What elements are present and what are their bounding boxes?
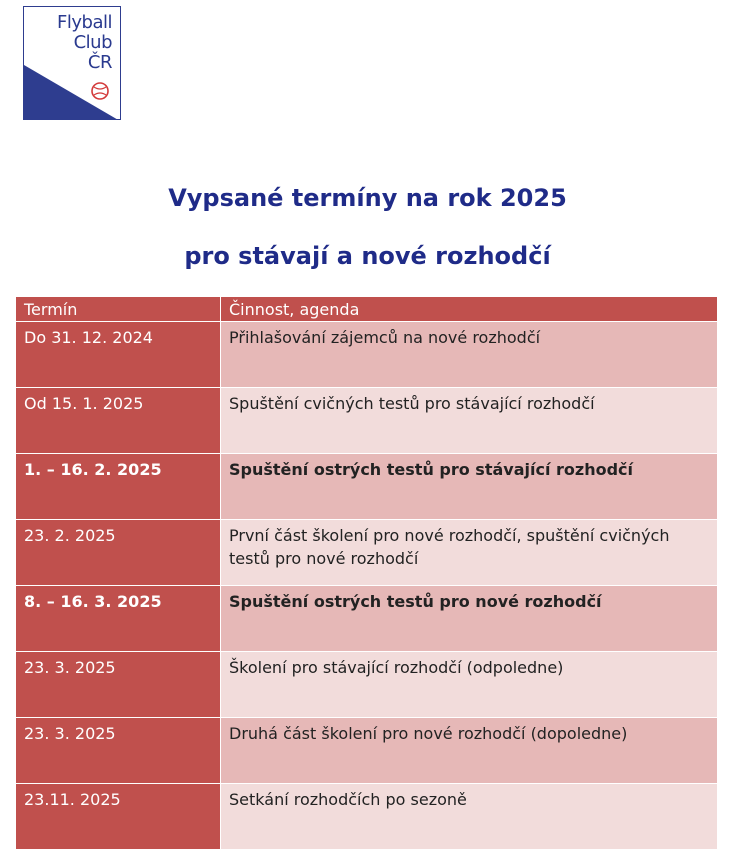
logo-text — [57, 13, 112, 73]
table-row — [16, 520, 718, 586]
row-date: 8. – 16. 3. 2025 — [16, 586, 221, 652]
logo-line-3: ČR — [87, 52, 112, 73]
table-header-row — [16, 297, 718, 322]
ball-icon — [90, 81, 110, 101]
header-termin: Termín — [16, 297, 221, 322]
row-activity: Druhá část školení pro nové rozhodčí (dopoledne) — [221, 718, 718, 784]
page-title: Vypsané termíny na rok 2025 — [168, 184, 567, 212]
table-row — [16, 718, 718, 784]
row-activity: Spuštění cvičných testů pro stávající rozhodčí — [221, 388, 718, 454]
row-date: 1. – 16. 2. 2025 — [16, 454, 221, 520]
flyball-club-logo — [23, 6, 121, 120]
row-activity: První část školení pro nové rozhodčí, spuštění cvičných testů pro nové rozhodčí — [221, 520, 718, 586]
table-row — [16, 586, 718, 652]
logo-line-2: Club — [73, 32, 112, 53]
table-row — [16, 388, 718, 454]
row-activity: Přihlašování zájemců na nové rozhodčí — [221, 322, 718, 388]
table-row — [16, 454, 718, 520]
row-date: 23. 3. 2025 — [16, 652, 221, 718]
schedule-table — [15, 296, 718, 850]
row-activity: Spuštění ostrých testů pro nové rozhodčí — [221, 586, 718, 652]
logo-line-1: Flyball — [57, 12, 112, 33]
table-row — [16, 784, 718, 850]
row-date: 23.11. 2025 — [16, 784, 221, 850]
row-activity: Setkání rozhodčích po sezoně — [221, 784, 718, 850]
row-date: 23. 3. 2025 — [16, 718, 221, 784]
row-date: Do 31. 12. 2024 — [16, 322, 221, 388]
row-date: 23. 2. 2025 — [16, 520, 221, 586]
table-row — [16, 322, 718, 388]
row-activity: Spuštění ostrých testů pro stávající rozhodčí — [221, 454, 718, 520]
row-activity: Školení pro stávající rozhodčí (odpoledne) — [221, 652, 718, 718]
page-subtitle: pro stávají a nové rozhodčí — [184, 242, 551, 270]
header-cinnost: Činnost, agenda — [221, 297, 718, 322]
row-date: Od 15. 1. 2025 — [16, 388, 221, 454]
table-row — [16, 652, 718, 718]
